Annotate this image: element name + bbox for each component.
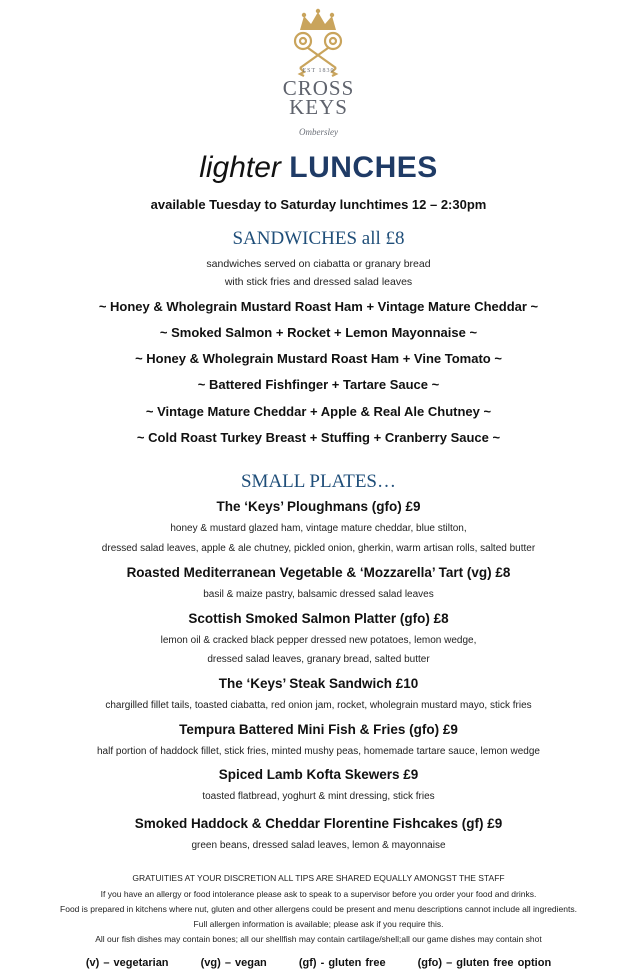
sandwich-item: ~ Smoked Salmon + Rocket + Lemon Mayonnaise ~ [159,325,478,340]
sandwiches-heading: SANDWICHES all £8 [232,228,405,249]
dish-description: honey & mustard glazed ham, vintage mature cheddar, blue stilton, [170,523,467,534]
sandwiches-subtitle-2: with stick fries and dressed salad leaves [224,276,413,288]
dish-description: toasted flatbread, yoghurt & mint dressing, stick fries [202,791,435,802]
dish-description: basil & maize pastry, balsamic dressed salad leaves [203,589,434,600]
allergen-info-notice: Full allergen information is available; please ask if you require this. [193,919,444,929]
sandwich-item: ~ Honey & Wholegrain Mustard Roast Ham + Vintage Mature Cheddar ~ [98,299,539,314]
crossed-keys-crown-icon [270,8,366,140]
dish-description: lemon oil & cracked black pepper dressed new potatoes, lemon wedge, [160,635,477,646]
dish-description: chargilled fillet tails, toasted ciabatta, red onion jam, rocket, wholegrain mustard mayo, stick fries [105,700,532,711]
brand-town: Ombersley [299,127,338,137]
dish-name: Roasted Mediterranean Vegetable & ‘Mozzarella’ Tart (vg) £8 [126,565,511,580]
dietary-legend [0,957,637,969]
legend-gluten-free: (gf) - gluten free [298,957,386,969]
legend-vegan: (vg) – vegan [200,957,267,969]
bones-notice: All our fish dishes may contain bones; all our shellfish may contain cartilage/shell;all our game dishes may contain shot [95,934,542,944]
dish-name: Spiced Lamb Kofta Skewers £9 [218,767,419,782]
dish-description: dressed salad leaves, granary bread, salted butter [207,654,430,665]
dish-name: Scottish Smoked Salmon Platter (gfo) £8 [188,611,449,626]
availability-text: available Tuesday to Saturday lunchtimes 12 – 2:30pm [150,197,487,212]
legend-vegetarian: (v) – vegetarian [85,957,169,969]
established-year: EST 1830 [302,68,335,74]
title-bold: LUNCHES [289,151,438,184]
dish-description: dressed salad leaves, apple & ale chutney, pickled onion, gherkin, warm artisan rolls, salted butter [101,543,536,554]
page-title [0,150,637,186]
sandwiches-subtitle-1: sandwiches served on ciabatta or granary bread [206,258,431,270]
dish-description: green beans, dressed salad leaves, lemon & mayonnaise [191,840,446,851]
allergy-notice: If you have an allergy or food intolerance please ask to speak to a supervisor before you order your food and drinks. [100,889,537,899]
sandwich-item: ~ Vintage Mature Cheddar + Apple & Real Ale Chutney ~ [145,404,492,419]
kitchen-notice: Food is prepared in kitchens where nut, gluten and other allergens could be present and menu descriptions cannot include all ingredients. [60,904,577,914]
sandwich-item: ~ Honey & Wholegrain Mustard Roast Ham + Vine Tomato ~ [135,351,502,366]
gratuities-notice: GRATUITIES AT YOUR DISCRETION ALL TIPS ARE SHARED EQUALLY AMONGST THE STAFF [132,873,505,883]
dish-name: The ‘Keys’ Ploughmans (gfo) £9 [216,499,421,514]
brand-name-line1: CROSS [282,76,355,100]
sandwich-item: ~ Cold Roast Turkey Breast + Stuffing + Cranberry Sauce ~ [136,430,501,445]
dish-name: The ‘Keys’ Steak Sandwich £10 [218,676,419,691]
brand-name-line2: KEYS [289,95,348,119]
sandwich-item: ~ Battered Fishfinger + Tartare Sauce ~ [197,377,440,392]
brand-name [0,76,637,119]
dish-name: Tempura Battered Mini Fish & Fries (gfo) £9 [179,722,458,737]
legend-gluten-free-option: (gfo) – gluten free option [417,957,552,969]
small-plates-heading: SMALL PLATES… [240,471,396,492]
title-light: lighter [199,151,281,184]
dish-name: Smoked Haddock & Cheddar Florentine Fishcakes (gf) £9 [134,816,503,831]
dish-description: half portion of haddock fillet, stick fries, minted mushy peas, homemade tartare sauce, lemon wedge [96,746,540,757]
